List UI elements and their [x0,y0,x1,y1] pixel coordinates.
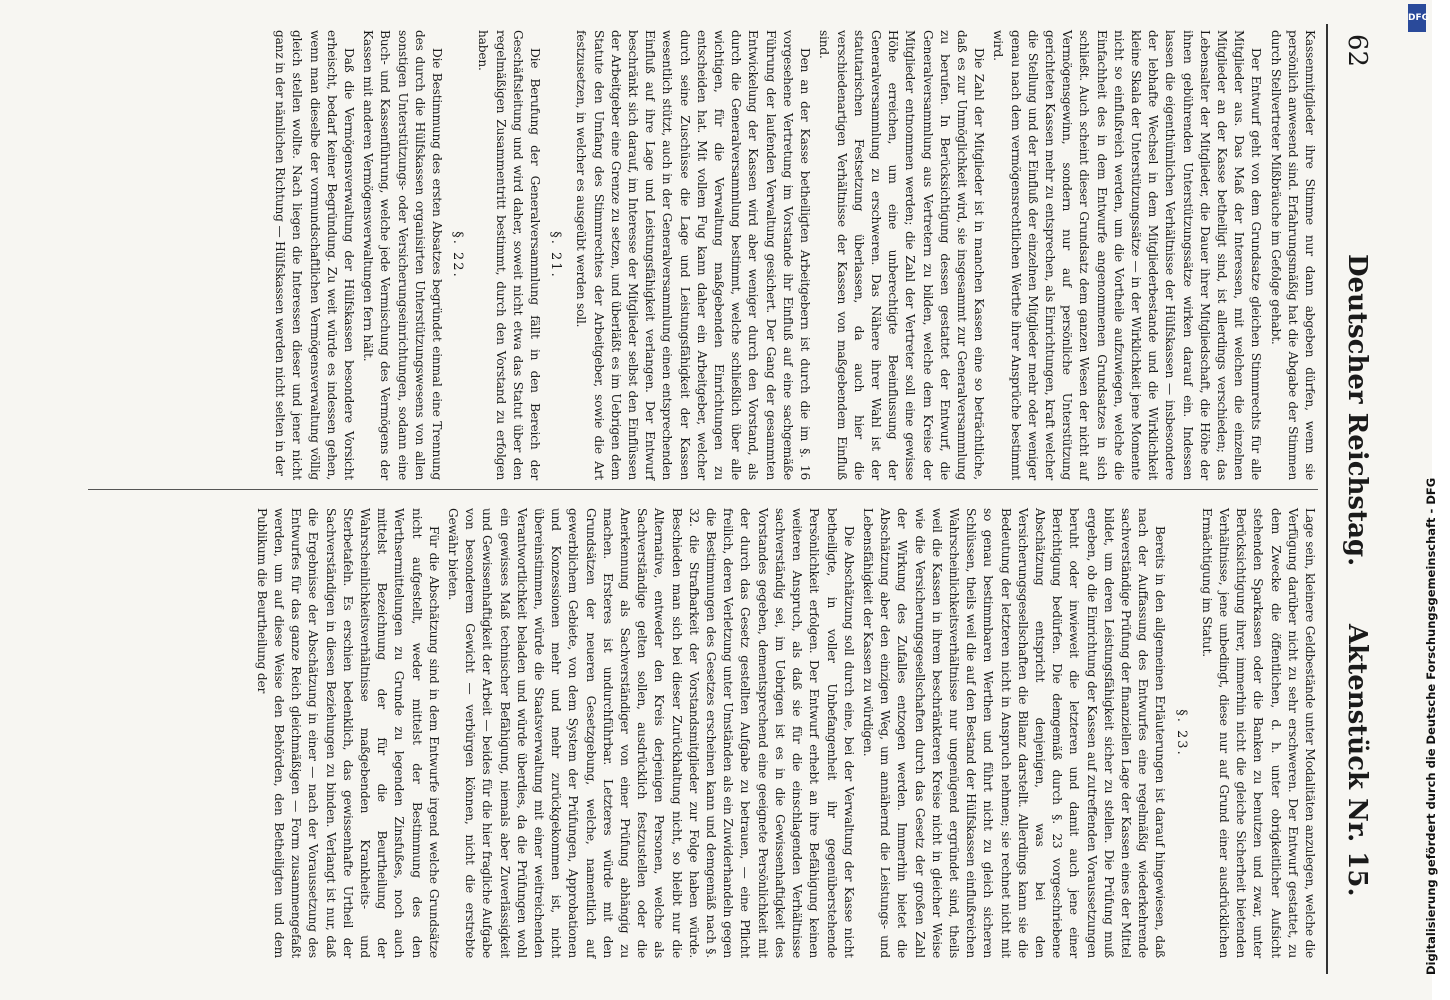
text-column-left [88,30,1318,480]
dfg-logo: DFG [1408,4,1426,32]
paragraph: Kassenmitglieder ihre Stimme nur dann abgeben dürfen, wenn sie persönlich anwesend sind. Erfahrungsmäßig hat die Abgabe der Stimmen durch Stellvertreter Mißbräuche im Gefolge gehabt. [1268,30,1317,480]
digitization-credit [1398,40,1438,1000]
section-heading: §. 21. [548,231,564,279]
paragraph: Die Zahl der Mitglieder ist in manchen Kassen eine so beträchtliche, daß es zur Unmöglichkeit wird, sie insgesammt zur Generalversammlung zu berufen. In Berücksichtigung dessen gestattet der Entwurf, die Generalversammlung aus Vertretern zu bilden, welche dem Kreise der Mitglieder entnommen werden; die Zahl der Vertreter soll eine gewisse Höhe erreichen, um eine unberechtigte Beeinflussung der Generalversammlung zu erschweren. Das Nähere ihrer Wahl ist der statutarischen Festsetzung überlassen, da auch hier die verschiedenartigen Verhältnisse der Kassen von maßgebendem Einfluß sind. [817,30,987,480]
text-column-right [88,508,1318,958]
credit-text: Digitalisierung gefördert durch die Deutsche Forschungsgemeinschaft - DFG [1424,477,1438,975]
page-number: 62 [1342,34,1372,68]
header-title-left: Deutscher Reichstag. [1342,254,1372,567]
paragraph: Daß die Vermögensverwaltung der Hülfskassen besondere Vorsicht erheischt, bedarf keiner Begründung. Zu weit würde es indessen gehen, wenn man dieselbe der vormundschaftlichen Vermögensverwaltung völlig gleich stellen wollte. Nach liegen die Interessen dieser und jener nicht ganz in der nämlichen Richtung — Hülfskassen werden nicht selten in der [273,30,357,480]
column-divider [88,489,1318,490]
paragraph: Den an der Kasse betheiligten Arbeitgebern ist durch die im §. 16 vorgesehene Vertretung im Vorstande ihr Einfluß auf eine sachgemäße Führung der laufenden Verwaltung gesichert. Der Gang der gesammten Entwickelung der Kassen wird aber weniger durch den Vorstand, als durch die Generalversammlung bestimmt, welche schließlich über alle wichtigen, für die Verwaltung maßgebenden Einrichtungen zu entscheiden hat. Mit vollem Fug kann daher ein Arbeitgeber, welcher durch seine Zuschüsse die Lage und Leistungsfähigkeit der Kassen wesentlich stützt, auch in der Generalversammlung einen entsprechenden Einfluß auf ihre Lage und Leistungsfähigkeit verlangen. Der Entwurf beschränkt sich darauf, im Interesse der Mitglieder selbst den Einflüssen der Arbeitgeber eine Grenze zu setzen, und überläßt es im Uebrigen dem Statute den Umfang des Stimmrechtes der Arbeitgeber, sowie die Art festzusetzen, in welcher es ausgeübt werden soll. [574,30,813,480]
paragraph: Lage sein, kleinere Geldbestände unter Modalitäten anzulegen, welche die Verfügung darüber nicht zu sehr erschweren. Der Entwurf gestattet, zu dem Zwecke die öffentlichen, d. h. unter obrigkeitlicher Aufsicht stehenden Sparkassen oder die Banken zu benutzen und zwar, unter Berücksichtigung ihrer, immerhin nicht die gleiche Sicherheit bietenden Verhältnisse, jene unbedingt, diese nur auf Grund einer ausdrücklichen Ermächtigung im Statut. [1199,508,1317,958]
paragraph: Bereits in den allgemeinen Erläuterungen ist darauf hingewiesen, daß nach der Auffassung des Entwurfes eine regelmäßig wiederkehrende sachverständige Prüfung der finanziellen Lage der Kassen eines der Mittel bildet, um deren Leistungsfähigkeit sicher zu stellen. Die Prüfung muß ergeben, ob die Einrichtung der Kassen auf zutreffenden Voraussetzungen beruht oder inwieweit die letzteren und damit auch jene einer Berichtigung bedürfen. Die demgemäß durch §. 23 vorgeschriebene Abschätzung entspricht denjenigen, was bei den Versicherungsgesellschaften die Bilanz darstellt. Allerdings kann sie die Bedeutung der letzteren nicht in Anspruch nehmen; sie rechnet nicht mit so genau bestimmbaren Werthen und führt nicht zu gleich sicheren Schlüssen, theils weil die auf den Bestand der Hülfskassen einflußreichen Wahrscheinlichkeitsverhältnisse nur ungenügend ergründet sind, theils weil die Kassen in ihrem beschränkteren Kreise nicht in gleicher Weise wie die Versicherungsgesellschaften durch das Gesetz der großen Zahl der Wirkung des Zufalles entzogen werden. Immerhin bietet die Abschätzung aber den einzigen Weg, um annähernd die Leistungs- und Lebensfähigkeit der Kassen zu würdigen. [860,508,1168,958]
header-title-right: Aktenstück Nr. 15. [1342,624,1372,897]
paragraph: Die Bestimmung des ersten Absatzes begründet einmal eine Trennung des durch die Hülfskassen organisirten Unterstützungswesens von allen sonstigen Unterstützungs- oder Versicherungseinrichtungen, sodann eine Buch- und Kassenführung, welche jede Vermischung des Vermögens der Kassen mit anderen Vermögensverwaltungen fern hält. [361,30,445,480]
paragraph: Die Abschätzung soll durch eine, bei der Verwaltung der Kasse nicht betheiligte, in voller Unbefangenheit ihr gegenüberstehende Persönlichkeit erfolgen. Der Entwurf erhebt an ihre Befähigung keinen weiteren Anspruch, als daß sie für die einschlagenden Verhältnisse sachverständig sei, im Uebrigen ist es in die Gewissenhaftigkeit des Vorstandes gegeben, dementsprechend eine geeignete Persönlichkeit mit der durch das Gesetz gestellten Aufgabe zu betrauen, — eine Pflicht freilich, deren Verletzung unter Umständen als ein Zuwiderhandeln gegen die Bestimmungen des Gesetzes erscheinen kann und demgemäß nach §. 32. die Strafbarkeit der Vorstandsmitglieder zur Folge haben würde. Beschieden man sich bei dieser Zurückhaltung nicht, so bleibt nur die Alternative, entweder den Kreis derjenigen Personen, welche als Sachverständige gelten sollen, ausdrücklich festzustellen oder die Anerkennung als Sachverständiger von einer Prüfung abhängig zu machen. Ersteres ist undurchführbar. Letzteres würde mit den Grundsätzen der neueren Gesetzgebung, welche, namentlich auf gewerblichem Gebiete, von dem System der Prüfungen, Approbationen und Konzessionen mehr und mehr zurückgekommen ist, nicht übereinstimmen, würde die Staatsverwaltung mit einer weitreichenden Verantwortlichkeit beladen und würde überdies, da die Prüfungen wohl ein gewisses Maß technischer Befähigung, niemals aber Zuverlässigkeit und Gewissenhaftigkeit der Arbeit — beides für die hier fragliche Aufgabe von besonderem Gewicht — verbürgen können, nicht die erstrebte Gewähr bieten. [446,508,856,958]
paragraph: Der Entwurf geht von dem Grundsatze gleichen Stimmrechts für alle Mitglieder aus. Das Maß der Interessen, mit welchen die einzelnen Mitglieder an der Kasse betheiligt sind, ist allerdings verschieden; das Lebensalter der Mitglieder, die Dauer ihrer Mitgliedschaft, die Höhe der ihnen gebührenden Unterstützungssätze wirken darauf ein. Indessen lassen die eigenthümlichen Verhältnisse der Hülfskassen — insbesondere der lebhafte Wechsel in dem Mitgliederbestande und die Wirklichkeit kleine Skala der Unterstützungssätze — in der Wirklichkeit jene Momente nicht so einflußreich werden, um die Vortheile aufzuwiegen, welche die Einfachheit des in dem Entwurfe angenommenen Grundsatzes in sich schließt. Auch scheint dieser Grundsatz dem ganzen Wesen der nicht auf Vermögensgewinn, sondern nur auf persönliche Unterstützung gerichteten Kassen mehr zu entsprechen, als Einrichtungen, kraft welcher die Stellung und der Einfluß der einzelnen Mitglieder mehr oder weniger genau nach dem vermögensrechtlichen Werthe ihrer Ansprüche bestimmt wird. [991,30,1264,480]
header-rule [1326,24,1328,974]
section-heading: §. 22. [450,231,466,279]
running-header [1332,24,1372,974]
section-heading: §. 23. [1173,709,1189,757]
paragraph: Die Berufung der Generalversammlung fällt in den Bereich der Geschäftsleitung und wird daher, soweit nicht etwa das Statut über den regelmäßigen Zusammentritt bestimmt, durch den Vorstand zu erfolgen haben. [476,30,543,480]
paragraph: Für die Abschätzung sind in dem Entwurfe irgend welche Grundsätze nicht aufgestellt, weder mittelst der Bestimmung des den Werthsermittelungen zu Grunde zu legenden Zinsfußes, noch auch mittelst Bezeichnung der für die Beurtheilung der Wahrscheinlichkeitsverhältnisse maßgebenden Krankheits- und Sterbetafeln. Es erschien bedenklich, das gewissenhafte Urtheil der Sachverständigen in diesen Beziehungen zu binden. Verlangt ist nur, daß die Ergebnisse der Abschätzung in einer — nach der Voraussetzung des Entwurfes für das ganze Reich gleichmäßigen — Form zusammengefaßt werden, um auf diese Weise den Behörden, den Betheiligten und dem Publikum die Beurtheilung der [254,508,441,958]
